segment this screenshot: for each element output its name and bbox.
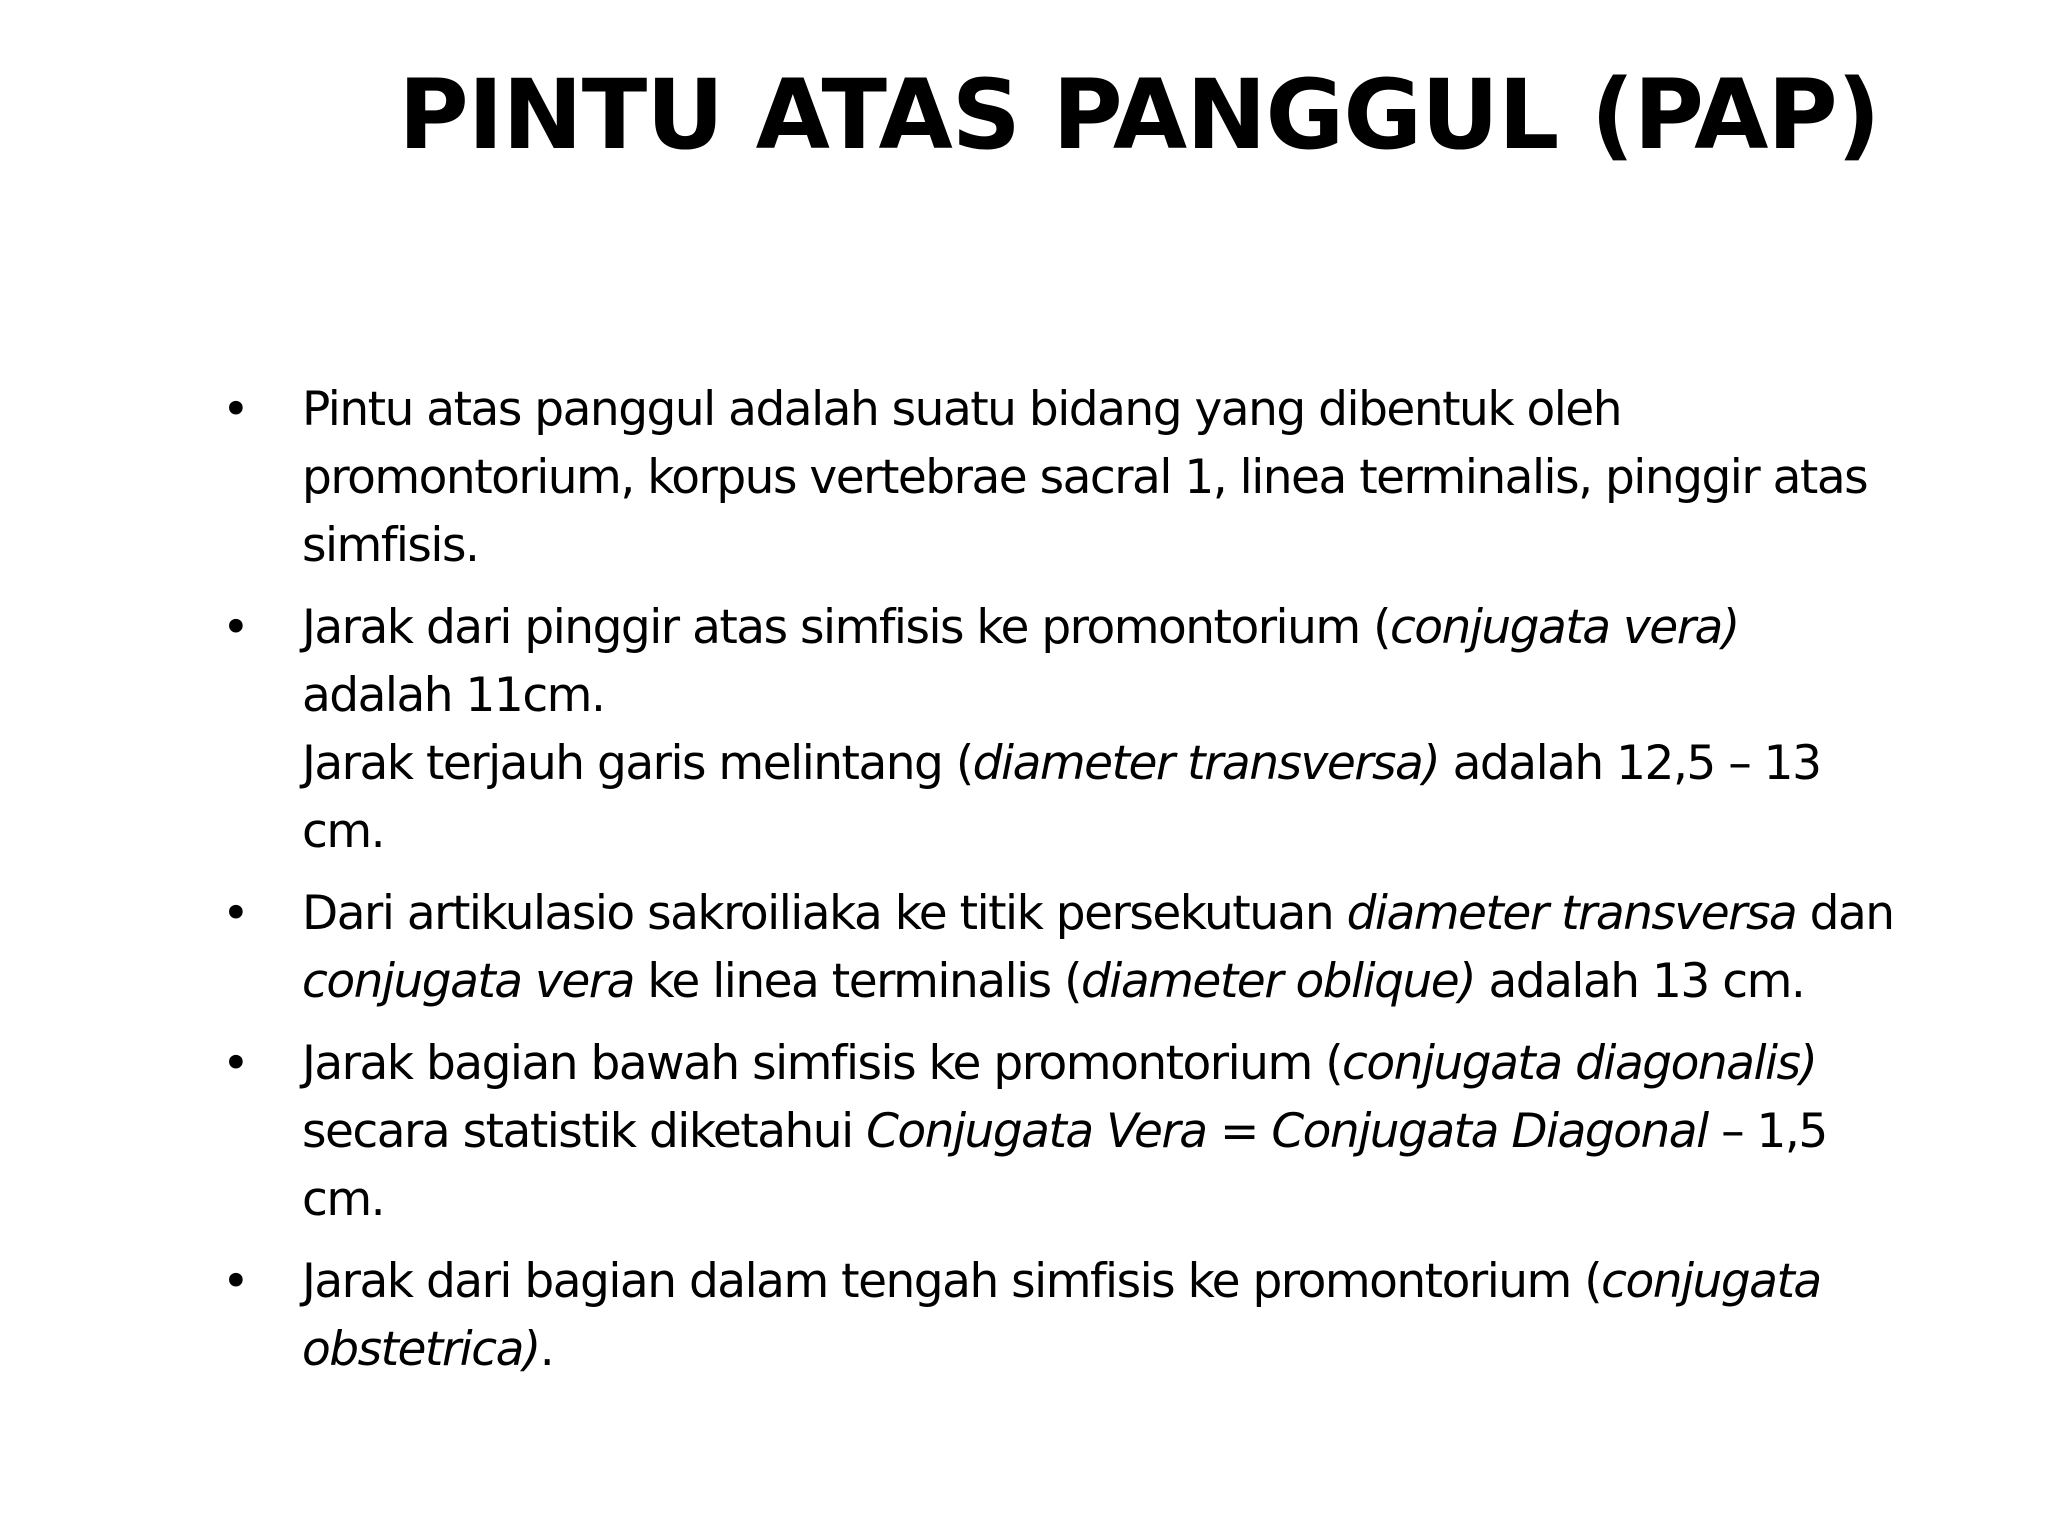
bullet-4-term-conjugata-vera: Conjugata Vera (866, 1104, 1207, 1159)
bullet-icon: • (222, 886, 250, 941)
bullet-3-term-diameter-oblique: diameter oblique) (1080, 954, 1476, 1009)
bullet-text-2 (302, 594, 1900, 866)
bullet-2-term-diameter-transversa: diameter transversa) (972, 736, 1440, 791)
bullet-text-5 (302, 1248, 1900, 1384)
bullet-5-segment-1: Jarak dari bagian dalam tengah simfisis ke promontorium ( (302, 1254, 1602, 1309)
slide-title: PINTU ATAS PANGGUL (PAP) (398, 59, 1880, 171)
bullet-4-segment-3: secara statistik diketahui (302, 1104, 867, 1159)
bullet-3-segment-7: adalah 13 cm. (1475, 954, 1805, 1009)
bullet-item-4 (220, 1030, 1900, 1234)
bullet-text-1 (302, 376, 1900, 580)
bullet-2-segment-6: adalah 12,5 – 13 cm. (302, 736, 1821, 859)
bullet-4-term-conjugata-diagonalis: conjugata diagonalis) (1342, 1036, 1817, 1091)
bullet-4-segment-7: – 1,5 cm. (302, 1104, 1827, 1227)
bullet-5-term-conjugata-obstetrica: conjugata obstetrica) (302, 1254, 1821, 1377)
bullet-3-term-diameter-transversa: diameter transversa (1346, 886, 1797, 941)
bullet-2-term-conjugata-vera: conjugata vera) (1389, 600, 1739, 655)
bullet-text-3 (302, 880, 1900, 1016)
bullet-text-4 (302, 1030, 1900, 1234)
bullet-item-5 (220, 1248, 1900, 1384)
bullet-2-segment-3: adalah 11cm. (302, 668, 605, 723)
bullet-item-1 (220, 376, 1900, 580)
bullet-icon: • (222, 382, 250, 437)
bullet-5-segment-3: . (539, 1322, 554, 1377)
bullet-4-segment-5: = (1206, 1104, 1272, 1159)
bullet-2-segment-4: Jarak terjauh garis melintang ( (302, 736, 973, 791)
bullet-2-segment-1: Jarak dari pinggir atas simfisis ke promontorium ( (302, 600, 1390, 655)
bullet-3-term-conjugata-vera: conjugata vera (302, 954, 634, 1009)
bullet-4-term-conjugata-diagonal: Conjugata Diagonal (1271, 1104, 1708, 1159)
bullet-4-segment-1: Jarak bagian bawah simfisis ke promontorium ( (302, 1036, 1343, 1091)
bullet-1-segment-1: Pintu atas panggul adalah suatu bidang yang dibentuk oleh promontorium, korpus vertebrae sacral 1, linea terminalis, pinggir atas simfisis. (302, 382, 1868, 573)
bullet-icon: • (222, 600, 250, 655)
bullet-item-2 (220, 594, 1900, 866)
bullet-3-segment-5: ke linea terminalis ( (633, 954, 1081, 1009)
bullet-icon: • (222, 1036, 250, 1091)
bullet-list (220, 376, 1900, 1398)
bullet-item-3 (220, 880, 1900, 1016)
bullet-icon: • (222, 1254, 250, 1309)
bullet-3-segment-3: dan (1796, 886, 1894, 941)
bullet-3-segment-1: Dari artikulasio sakroiliaka ke titik persekutuan (302, 886, 1347, 941)
